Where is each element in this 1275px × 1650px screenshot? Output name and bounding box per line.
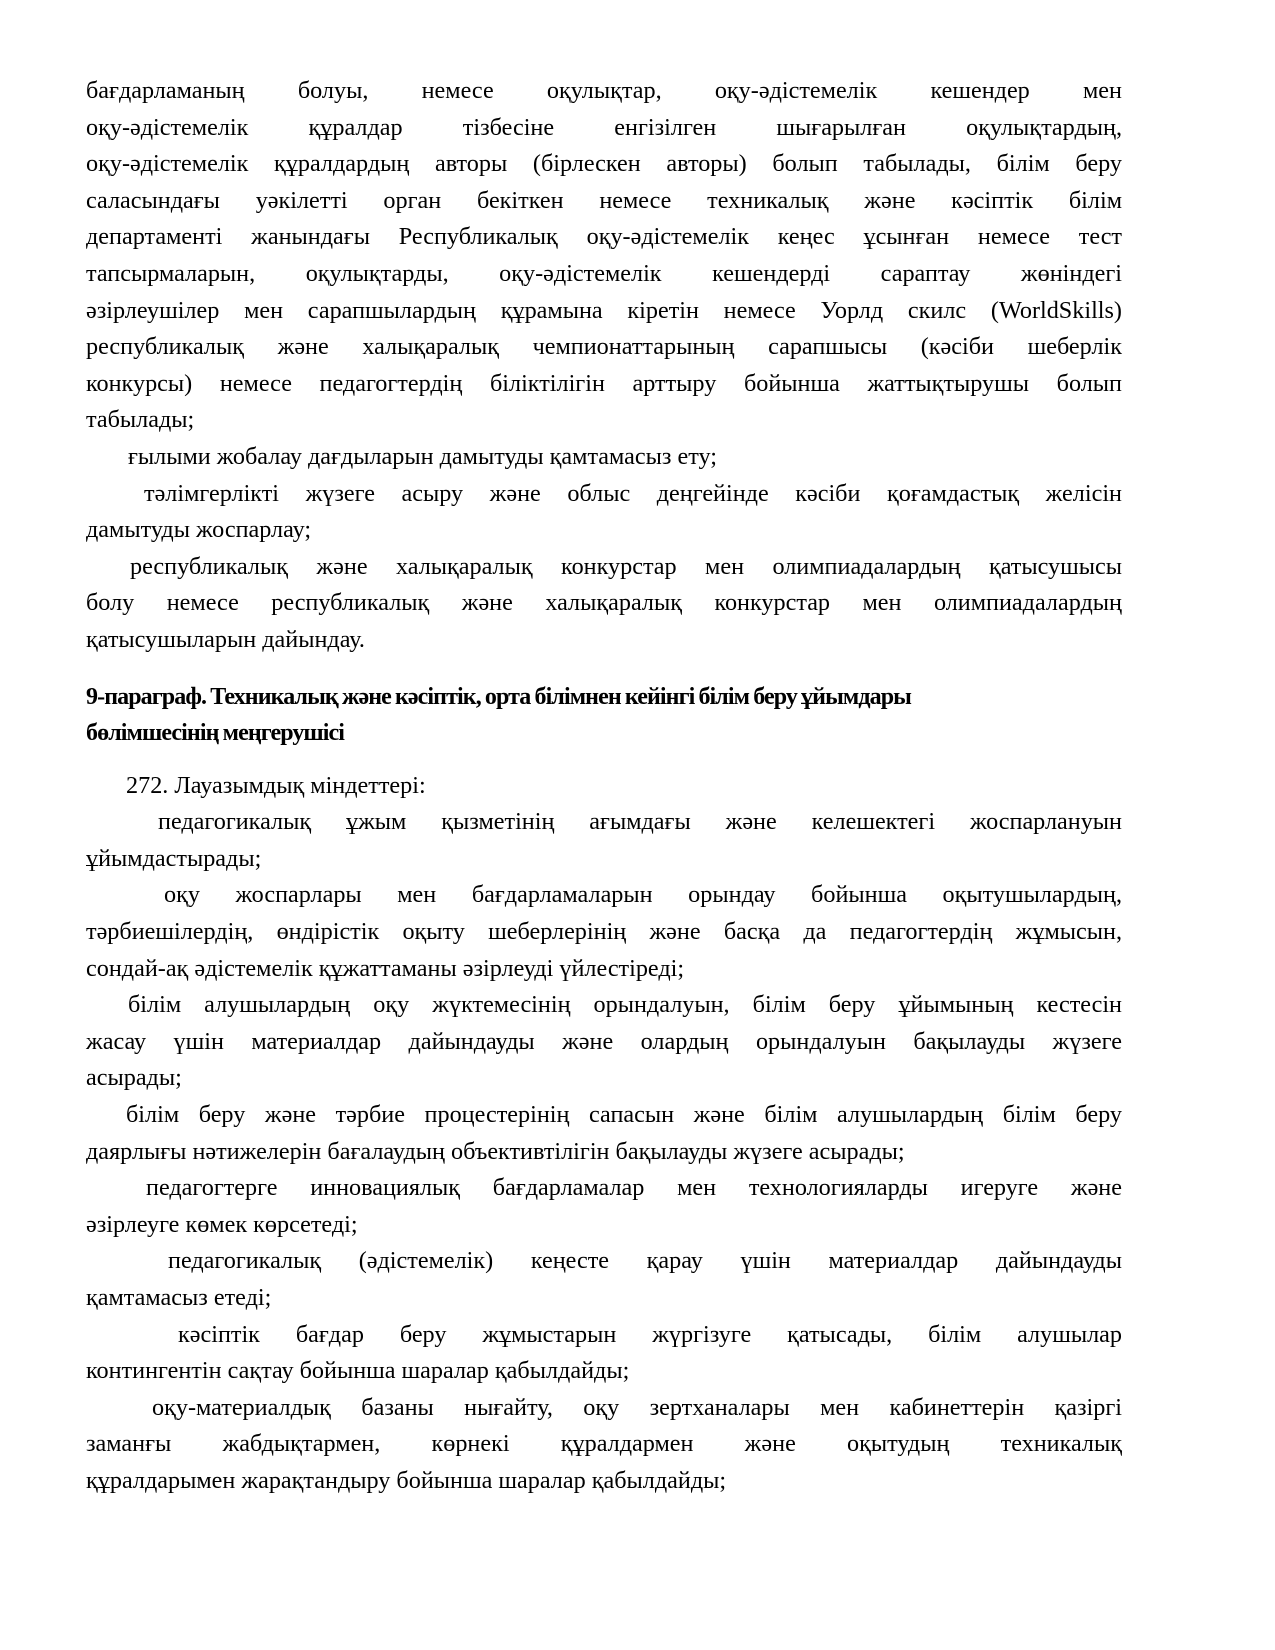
- text-line: құралдарымен жарақтандыру бойынша шаралар қабылдайды;: [86, 1466, 727, 1494]
- text-line: ұйымдастырады;: [86, 844, 262, 872]
- duty-item: [86, 804, 1122, 877]
- duty-item: [86, 877, 1122, 987]
- duty-item: [86, 987, 1122, 1097]
- heading-line: бөлімшесінің меңгерушісі: [86, 720, 345, 747]
- text-line: табылады;: [86, 406, 195, 434]
- spacer: [86, 659, 1122, 679]
- text-line: тәлімгерлікті жүзеге асыру және облыс деңгейінде кәсіби қоғамдастық желісін: [144, 479, 1122, 507]
- text-line: ғылыми жобалау дағдыларын дамытуды қамтамасыз ету;: [128, 442, 717, 470]
- text-line: әзірлеушілер мен сарапшылардың құрамына кіретін немесе Уорлд скилс (WorldSkills): [86, 296, 1122, 324]
- intro-paragraph: [86, 73, 1122, 439]
- text-line: педагогикалық (әдістемелік) кеңесте қарау үшін материалдар дайындауды: [168, 1247, 1122, 1275]
- text-line: сондай-ақ әдістемелік құжаттаманы әзірлеуді үйлестіреді;: [86, 954, 685, 982]
- text-line: даярлығы нәтижелерін бағалаудың объективтілігін бақылауды жүзеге асырады;: [86, 1137, 905, 1165]
- text-line: педагогтерге инновациялық бағдарламалар мен технологияларды игеруге және: [146, 1174, 1122, 1202]
- text-line: оқу-материалдық базаны нығайту, оқу зертханалары мен кабинеттерін қазіргі: [152, 1393, 1122, 1421]
- text-line: контингентін сақтау бойынша шаралар қабылдайды;: [86, 1357, 630, 1385]
- duty-item: [86, 1243, 1122, 1316]
- text-line: оқу-әдістемелік құралдардың авторы (бірлескен авторы) болып табылады, білім беру: [86, 150, 1122, 178]
- text-line: педагогикалық ұжым қызметінің ағымдағы және келешектегі жоспарлануын: [158, 808, 1122, 836]
- duty-item: [86, 1097, 1122, 1170]
- text-line: дамытуды жоспарлау;: [86, 516, 312, 544]
- clause-title: 272. Лауазымдық міндеттері:: [126, 771, 426, 799]
- text-line: тапсырмаларын, оқулықтарды, оқу-әдістемелік кешендерді сараптау жөніндегі: [86, 259, 1122, 287]
- text-line: республикалық және халықаралық конкурстар мен олимпиадалардың қатысушысы: [130, 552, 1122, 580]
- heading-line: 9-параграф. Техникалық және кәсіптік, орта білімнен кейінгі білім беру ұйымдары: [86, 683, 911, 710]
- text-line: білім беру және тәрбие процестерінің сапасын және білім алушылардың білім беру: [126, 1101, 1122, 1129]
- text-line: заманғы жабдықтармен, көрнекі құралдармен және оқытудың техникалық: [86, 1430, 1122, 1458]
- text-line: болу немесе республикалық және халықаралық конкурстар мен олимпиадалардың: [86, 589, 1122, 617]
- text-line: оқу жоспарлары мен бағдарламаларын орындау бойынша оқытушылардың,: [164, 881, 1122, 909]
- list-item-competitions: [86, 549, 1122, 659]
- text-line: конкурсы) немесе педагогтердің біліктілігін арттыру бойынша жаттықтырушы болып: [86, 369, 1122, 397]
- text-line: қатысушыларын дайындау.: [86, 625, 365, 653]
- text-line: жасау үшін материалдар дайындауды және олардың орындалуын бақылауды жүзеге: [86, 1027, 1122, 1055]
- duty-item: [86, 1170, 1122, 1243]
- section-heading: [86, 679, 1122, 752]
- duty-item: [86, 1390, 1122, 1500]
- text-line: кәсіптік бағдар беру жұмыстарын жүргізуге қатысады, білім алушылар: [178, 1320, 1122, 1348]
- text-line: білім алушылардың оқу жүктемесінің орындалуын, білім беру ұйымының кестесін: [128, 991, 1122, 1019]
- text-line: оқу-әдістемелік құралдар тізбесіне енгізілген шығарылған оқулықтардың,: [86, 113, 1122, 141]
- text-line: әзірлеуге көмек көрсетеді;: [86, 1210, 358, 1238]
- text-line: республикалық және халықаралық чемпионаттарының сарапшысы (кәсіби шеберлік: [86, 333, 1122, 361]
- text-line: қамтамасыз етеді;: [86, 1284, 272, 1311]
- text-line: тәрбиешілердің, өндірістік оқыту шеберлерінің және басқа да педагогтердің жұмысын,: [86, 918, 1122, 946]
- list-item-science-projects: [86, 439, 1122, 476]
- duty-item: [86, 1317, 1122, 1390]
- list-item-mentoring: [86, 476, 1122, 549]
- document-page: [86, 73, 1122, 1500]
- text-line: асырады;: [86, 1064, 182, 1092]
- text-line: департаменті жанындағы Республикалық оқу-әдістемелік кеңес ұсынған немесе тест: [86, 223, 1122, 251]
- spacer: [86, 752, 1122, 768]
- text-line: бағдарламаның болуы, немесе оқулықтар, оқу-әдістемелік кешендер мен: [86, 77, 1122, 104]
- text-line: саласындағы уәкілетті орган бекіткен немесе техникалық және кәсіптік білім: [86, 186, 1122, 214]
